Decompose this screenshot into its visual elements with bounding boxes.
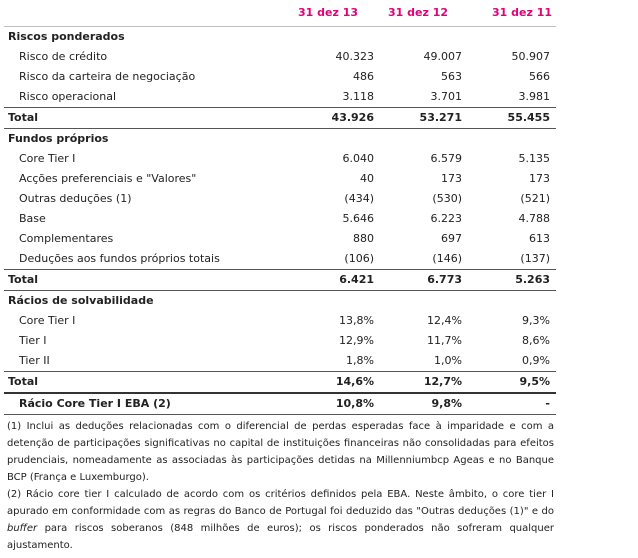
footnotes <box>7 418 554 554</box>
column-header: 31 dez 12 <box>380 0 468 27</box>
table-row <box>4 249 556 270</box>
table-row <box>4 169 556 189</box>
table-row <box>4 351 556 372</box>
row-label: Base <box>19 212 46 225</box>
row-label: Core Tier I <box>19 152 76 165</box>
column-header: 31 dez 13 <box>292 0 380 27</box>
cell-value: 6.040 <box>342 152 374 165</box>
cell-value: 1,8% <box>346 354 374 367</box>
column-header: 31 dez 11 <box>468 0 556 27</box>
cell-value: 50.907 <box>511 50 550 63</box>
footnote-1: (1) Inclui as deduções relacionadas com o diferencial de perdas esperadas face à imparidade e com a detenção de participações significativas no capital de instituições financeiras não consolidadas para efeitos prudenciais, nomeadamente as associadas às participações detidas na Millenniumbcp Ageas e no Banque BCP (França e Luxemburgo). <box>7 421 554 483</box>
solvency-report <box>4 0 556 415</box>
total-row <box>4 108 556 129</box>
cell-value: 6.223 <box>430 212 462 225</box>
cell-value: 11,7% <box>427 334 462 347</box>
row-label: Core Tier I <box>19 314 76 327</box>
eba-ratio-row <box>4 393 556 415</box>
row-label: Outras deduções (1) <box>19 192 132 205</box>
table-row <box>4 67 556 87</box>
footnote-2-emphasis: buffer <box>7 523 38 534</box>
total-value: 14,6% <box>292 372 380 394</box>
cell-value: (521) <box>520 192 550 205</box>
total-value: 53.271 <box>380 108 468 129</box>
cell-value: (434) <box>344 192 374 205</box>
cell-value: 12,9% <box>339 334 374 347</box>
cell-value: 486 <box>353 70 374 83</box>
cell-value: 12,4% <box>427 314 462 327</box>
table-row <box>4 331 556 351</box>
table-row <box>4 47 556 67</box>
cell-value: 9,3% <box>522 314 550 327</box>
footnote-2-text: (2) Rácio core tier I calculado de acordo com os critérios definidos pela EBA. Neste âmbito, o core tier I apurado em conformidade com as regras do Banco de Portugal foi deduzido das "Outras deduções (1)" e do <box>7 489 554 517</box>
cell-value: 880 <box>353 232 374 245</box>
cell-value: (106) <box>344 252 374 265</box>
total-value: 5.263 <box>468 270 556 291</box>
row-label: Risco da carteira de negociação <box>19 70 196 83</box>
cell-value: 3.118 <box>342 90 374 103</box>
cell-value: 3.701 <box>430 90 462 103</box>
cell-value: 0,9% <box>522 354 550 367</box>
cell-value: 173 <box>529 172 550 185</box>
cell-value: (146) <box>432 252 462 265</box>
section-title-row <box>4 291 556 312</box>
total-value: 6.773 <box>380 270 468 291</box>
total-value: 9,5% <box>468 372 556 394</box>
eba-ratio-value: 10,8% <box>292 393 380 415</box>
cell-value: 566 <box>529 70 550 83</box>
cell-value: 40.323 <box>335 50 374 63</box>
cell-value: 6.579 <box>430 152 462 165</box>
table-row <box>4 149 556 169</box>
row-label: Tier I <box>19 334 47 347</box>
section-title-row <box>4 129 556 150</box>
section-title-row <box>4 27 556 48</box>
table-row <box>4 209 556 229</box>
total-label: Total <box>4 270 292 291</box>
table-row <box>4 87 556 108</box>
total-label: Total <box>4 108 292 129</box>
cell-value: 563 <box>441 70 462 83</box>
header-spacer <box>4 0 292 27</box>
cell-value: 49.007 <box>423 50 462 63</box>
cell-value: 3.981 <box>518 90 550 103</box>
row-label: Risco operacional <box>19 90 117 103</box>
section-title: Rácios de solvabilidade <box>8 294 154 307</box>
eba-ratio-value: 9,8% <box>380 393 468 415</box>
cell-value: 1,0% <box>434 354 462 367</box>
cell-value: (530) <box>432 192 462 205</box>
table-row <box>4 311 556 331</box>
row-label: Risco de crédito <box>19 50 108 63</box>
total-value: 12,7% <box>380 372 468 394</box>
table-row <box>4 229 556 249</box>
row-label: Complementares <box>19 232 114 245</box>
eba-ratio-value: - <box>468 393 556 415</box>
section-title: Fundos próprios <box>8 132 109 145</box>
total-value: 55.455 <box>468 108 556 129</box>
total-row <box>4 270 556 291</box>
cell-value: 5.135 <box>518 152 550 165</box>
total-value: 6.421 <box>292 270 380 291</box>
total-label: Total <box>4 372 292 394</box>
cell-value: 697 <box>441 232 462 245</box>
table-header-row <box>4 0 556 27</box>
cell-value: 613 <box>529 232 550 245</box>
row-label: Tier II <box>19 354 50 367</box>
row-label: Deduções aos fundos próprios totais <box>19 252 220 265</box>
cell-value: 4.788 <box>518 212 550 225</box>
cell-value: 173 <box>441 172 462 185</box>
cell-value: (137) <box>520 252 550 265</box>
cell-value: 5.646 <box>342 212 374 225</box>
solvency-table <box>4 0 556 415</box>
cell-value: 8,6% <box>522 334 550 347</box>
cell-value: 13,8% <box>339 314 374 327</box>
footnote-2-text-end: para riscos soberanos (848 milhões de euros); os riscos ponderados não sofreram qualquer ajustamento. <box>7 523 554 551</box>
cell-value: 40 <box>360 172 374 185</box>
table-row <box>4 189 556 209</box>
total-value: 43.926 <box>292 108 380 129</box>
row-label: Acções preferenciais e "Valores" <box>19 172 197 185</box>
section-title: Riscos ponderados <box>8 30 125 43</box>
eba-ratio-label: Rácio Core Tier I EBA (2) <box>4 393 292 415</box>
total-row <box>4 372 556 394</box>
footnote-2 <box>7 486 554 554</box>
